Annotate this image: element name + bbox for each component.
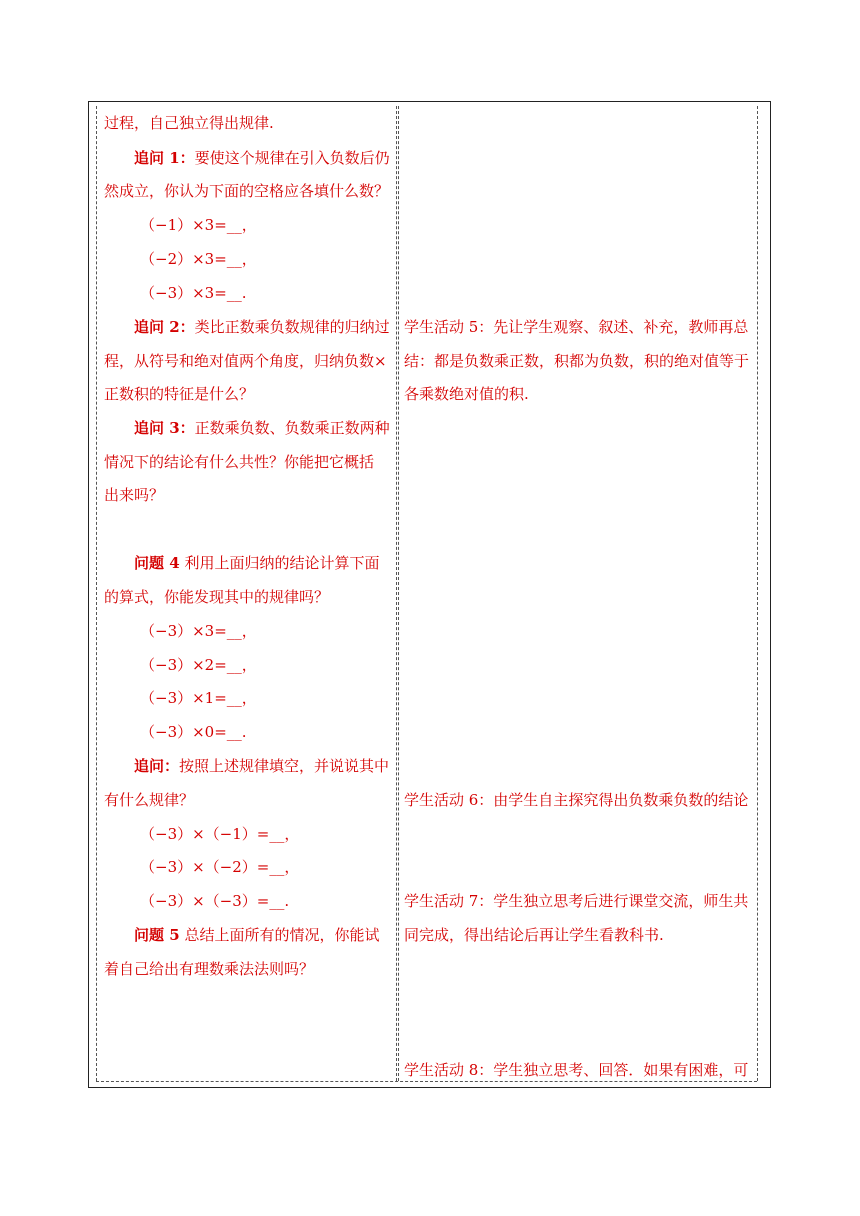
followup1-text: 要使这个规律在引入负数后仍 [194, 149, 390, 167]
question5 [134, 925, 379, 945]
cell-boundary-left [96, 106, 97, 1081]
table-border-top [88, 101, 771, 102]
question4-expr-2: （−3）×2=__， [140, 656, 257, 674]
activity7-line-2: 同完成，得出结论后再让学生看教科书. [404, 926, 664, 944]
followup2-label: 追问 2： [134, 318, 195, 336]
intro-tail: 过程，自己独立得出规律. [104, 114, 274, 132]
followup2 [134, 317, 390, 337]
followup2-text-2: 程，从符号和绝对值两个角度，归纳负数× [104, 352, 387, 370]
followup3 [134, 418, 390, 438]
question5-text-2: 着自己给出有理数乘法法则吗？ [104, 960, 315, 978]
question4-expr-1: （−3）×3=__， [140, 622, 257, 640]
followup1-expr-2: （−2）×3=__， [140, 250, 257, 268]
activity6-line-1: 学生活动 6：由学生自主探究得出负数乘负数的结论 [404, 791, 749, 809]
followup4-label: 追问： [134, 757, 180, 775]
question5-label: 问题 5 [134, 926, 180, 944]
table-border-bottom [88, 1087, 771, 1088]
followup4-expr-2: （−3）×（−2）=__， [140, 858, 300, 876]
followup3-text-3: 出来吗？ [104, 486, 165, 504]
activity5-line-1: 学生活动 5：先让学生观察、叙述、补充，教师再总 [404, 318, 749, 336]
question4 [134, 553, 379, 573]
followup2-text: 类比正数乘负数规律的归纳过 [194, 318, 390, 336]
followup4-text-2: 有什么规律？ [104, 791, 195, 809]
cell-boundary-middle-2 [398, 106, 399, 1081]
table-border-right [770, 101, 771, 1087]
cell-boundary-middle [396, 106, 397, 1081]
table-border-left [88, 101, 89, 1087]
activity7-line-1: 学生活动 7：学生独立思考后进行课堂交流，师生共 [404, 892, 749, 910]
activity5-line-2: 结：都是负数乘正数，积都为负数，积的绝对值等于 [404, 352, 750, 370]
followup3-text: 正数乘负数、负数乘正数两种 [194, 419, 390, 437]
question4-expr-3: （−3）×1=__， [140, 689, 257, 707]
followup1-label: 追问 1： [134, 149, 195, 167]
cell-boundary-bottom [96, 1081, 757, 1082]
question4-text: 利用上面归纳的结论计算下面 [179, 554, 380, 572]
followup1-expr-3: （−3）×3=__. [140, 284, 247, 302]
followup4-text: 按照上述规律填空，并说说其中 [179, 757, 390, 775]
question4-label: 问题 4 [134, 554, 180, 572]
followup1 [134, 148, 390, 168]
followup4-expr-3: （−3）×（−3）=__. [140, 892, 290, 910]
followup3-label: 追问 3： [134, 419, 195, 437]
activity5-line-3: 各乘数绝对值的积. [404, 385, 529, 403]
followup2-text-3: 正数积的特征是什么？ [104, 385, 255, 403]
question4-expr-4: （−3）×0=__. [140, 723, 247, 741]
followup4-expr-1: （−3）×（−1）=__， [140, 825, 300, 843]
cell-boundary-right [757, 106, 758, 1081]
activity8-line-1: 学生活动 8：学生独立思考、回答．如果有困难，可 [404, 1061, 749, 1079]
followup1-text-2: 然成立，你认为下面的空格应各填什么数？ [104, 182, 390, 200]
followup1-expr-1: （−1）×3=__， [140, 216, 257, 234]
question5-text: 总结上面所有的情况，你能试 [179, 926, 380, 944]
followup3-text-2: 情况下的结论有什么共性？你能把它概括 [104, 453, 375, 471]
question4-text-2: 的算式，你能发现其中的规律吗？ [104, 588, 330, 606]
followup4 [134, 756, 389, 776]
